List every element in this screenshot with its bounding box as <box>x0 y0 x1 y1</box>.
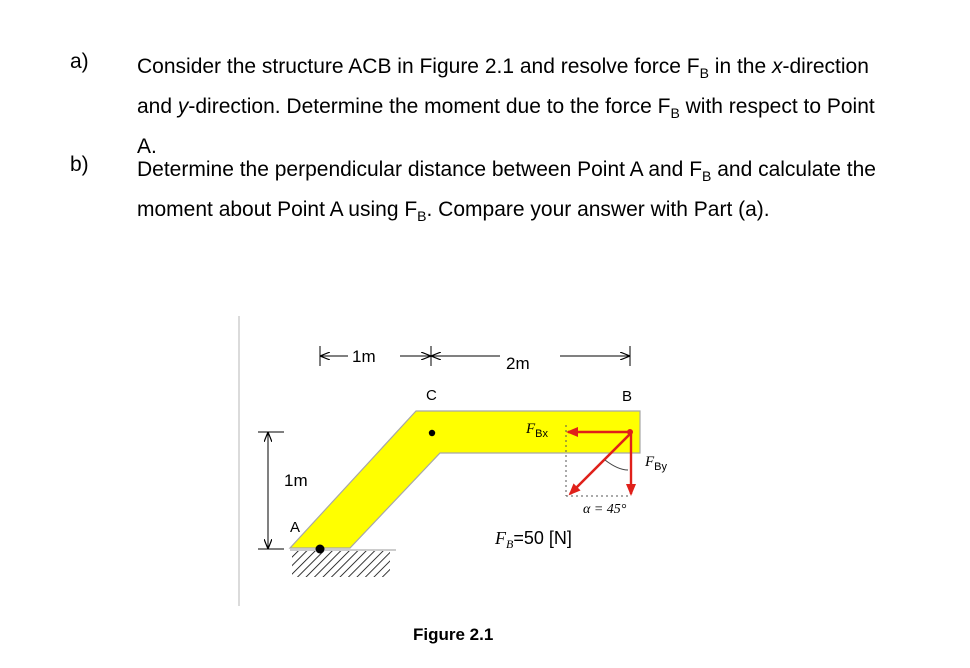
label-b: B <box>622 388 633 405</box>
alpha-arc <box>605 460 628 470</box>
text-part: Consider the structure ACB in Figure 2.1 and resolve force F <box>137 55 700 78</box>
text-part: -direction and <box>137 55 869 119</box>
question-b-text <box>137 153 897 233</box>
point-a-dot <box>316 545 325 554</box>
force-value-label: $F_B=50$ [N] <box>495 528 572 551</box>
text-part: . Compare your answer with Part (a). <box>426 198 770 222</box>
text-part: -direction. Determine the moment due to the force F <box>188 95 671 119</box>
point-c-dot <box>429 430 435 436</box>
structure-diagram <box>238 314 698 614</box>
label-a: A <box>290 519 301 536</box>
label-c: C <box>426 387 437 404</box>
subscript: B <box>670 105 680 122</box>
question-a-label: a) <box>70 50 89 73</box>
dim-label-2m: 2m <box>506 354 530 373</box>
italic-y: y <box>177 95 189 119</box>
dim-label-1m-left: 1m <box>284 471 308 490</box>
figure-2-1 <box>238 314 698 614</box>
ground-hatch <box>292 551 390 577</box>
text-part: with respect to Point A. <box>137 95 875 159</box>
italic-x: x <box>772 55 783 78</box>
subscript: B <box>417 208 427 225</box>
question-a-text <box>137 50 897 164</box>
alpha-label: α = 45° <box>583 502 627 517</box>
question-b-label: b) <box>70 153 89 176</box>
subscript: B <box>702 168 712 185</box>
dim-label-1m-top: 1m <box>352 347 376 366</box>
text-part: Determine the perpendicular distance between Point A and F <box>137 158 703 181</box>
fby-label: $F_{By}$ <box>645 454 668 473</box>
subscript: B <box>699 65 709 82</box>
figure-caption-text: Figure 2.1 <box>413 625 494 644</box>
text-part: in the <box>708 55 772 78</box>
fbx-label: $F_{Bx}$ <box>526 421 549 440</box>
text-part: and calculate the moment about Point A using F <box>137 158 876 222</box>
